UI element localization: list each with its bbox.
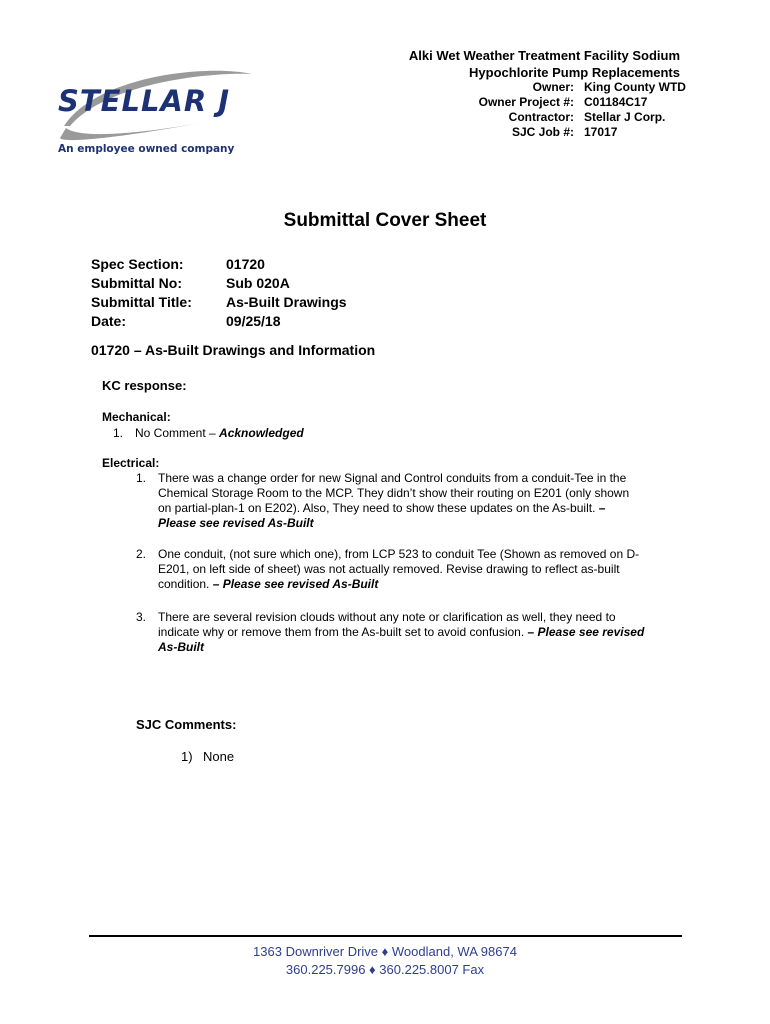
meta-value: 01720 [226, 256, 265, 272]
section-heading: 01720 – As-Built Drawings and Information [91, 342, 376, 358]
project-title-line-1: Alki Wet Weather Treatment Facility Sodium [408, 48, 680, 63]
electrical-item [136, 547, 641, 592]
meta-row-spec-section [91, 255, 347, 274]
document-title: Submittal Cover Sheet [283, 210, 487, 231]
sjc-comments-heading: SJC Comments: [136, 717, 237, 732]
footer-divider [89, 935, 682, 937]
electrical-item [136, 471, 641, 531]
info-value: C01184C17 [584, 95, 648, 109]
footer [0, 943, 770, 979]
item-response: – Please see revised As-Built [158, 501, 606, 530]
info-value: King County WTD [584, 80, 686, 94]
meta-value: 09/25/18 [226, 313, 281, 329]
meta-row-submittal-title [91, 293, 347, 312]
kc-response-heading: KC response: [102, 378, 187, 393]
info-value: 17017 [584, 125, 618, 139]
logo-tagline: An employee owned company [58, 143, 235, 155]
logo-swoosh-lower [60, 122, 206, 140]
item-comment: There are several revision clouds without any note or clarification as well, they need to indicate why or remove them from the As-built set to avoid confusion. [158, 610, 616, 639]
item-number: 3. [136, 610, 147, 624]
item-response: – Please see revised As-Built [212, 577, 379, 591]
item-text [158, 610, 646, 655]
meta-value: As-Built Drawings [226, 294, 347, 310]
info-row-owner [440, 80, 686, 95]
info-label: Owner Project #: [478, 95, 574, 109]
meta-row-submittal-no [91, 274, 347, 293]
project-title-line-2: Hypochlorite Pump Replacements [469, 65, 680, 80]
item-comment: There was a change order for new Signal and Control conduits from a conduit-Tee in the Chemical Storage Room to the MCP. They didn’t show their routing on E201 (only shown on partial-plan-1 on E202). Also, They need to show these updates on the As-built. [158, 471, 630, 515]
logo-brand-text: STELLAR J [58, 84, 231, 118]
item-response: – Please see revised As-Built [158, 625, 645, 654]
meta-label: Submittal Title: [91, 294, 192, 310]
mechanical-heading: Mechanical: [102, 410, 171, 424]
project-info [440, 80, 686, 140]
mechanical-item [113, 426, 673, 441]
item-text [135, 426, 673, 441]
info-label: Owner: [532, 80, 574, 94]
item-number: 2. [136, 547, 147, 561]
item-number: 1. [113, 426, 124, 440]
submittal-details [91, 255, 347, 331]
meta-label: Date: [91, 313, 127, 329]
item-number: 1) [181, 749, 193, 764]
sjc-comment-item [181, 749, 234, 764]
item-response: Acknowledged [219, 426, 304, 440]
meta-label: Spec Section: [91, 256, 184, 272]
item-text [158, 471, 641, 531]
item-text: None [203, 749, 235, 764]
meta-label: Submittal No: [91, 275, 182, 291]
project-title [320, 47, 680, 81]
item-comment: No Comment – [135, 426, 220, 440]
info-row-contractor [440, 110, 686, 125]
electrical-item [136, 610, 646, 655]
footer-address: 1363 Downriver Drive ♦ Woodland, WA 98674 [253, 944, 517, 959]
company-logo [56, 66, 256, 158]
logo-graphic [56, 66, 256, 158]
info-label: Contractor: [508, 110, 574, 124]
meta-row-date [91, 312, 347, 331]
item-text [158, 547, 641, 592]
info-row-owner-project [440, 95, 686, 110]
item-number: 1. [136, 471, 147, 485]
info-label: SJC Job #: [511, 125, 574, 139]
meta-value: Sub 020A [226, 275, 290, 291]
electrical-heading: Electrical: [102, 456, 160, 470]
footer-phone: 360.225.7996 ♦ 360.225.8007 Fax [285, 962, 485, 977]
info-row-sjc-job [440, 125, 686, 140]
info-value: Stellar J Corp. [584, 110, 666, 124]
item-comment: One conduit, (not sure which one), from LCP 523 to conduit Tee (Shown as removed on D-E201, on left side of sheet) was not actually removed. Revise drawing to reflect as-built condition. [158, 547, 640, 591]
